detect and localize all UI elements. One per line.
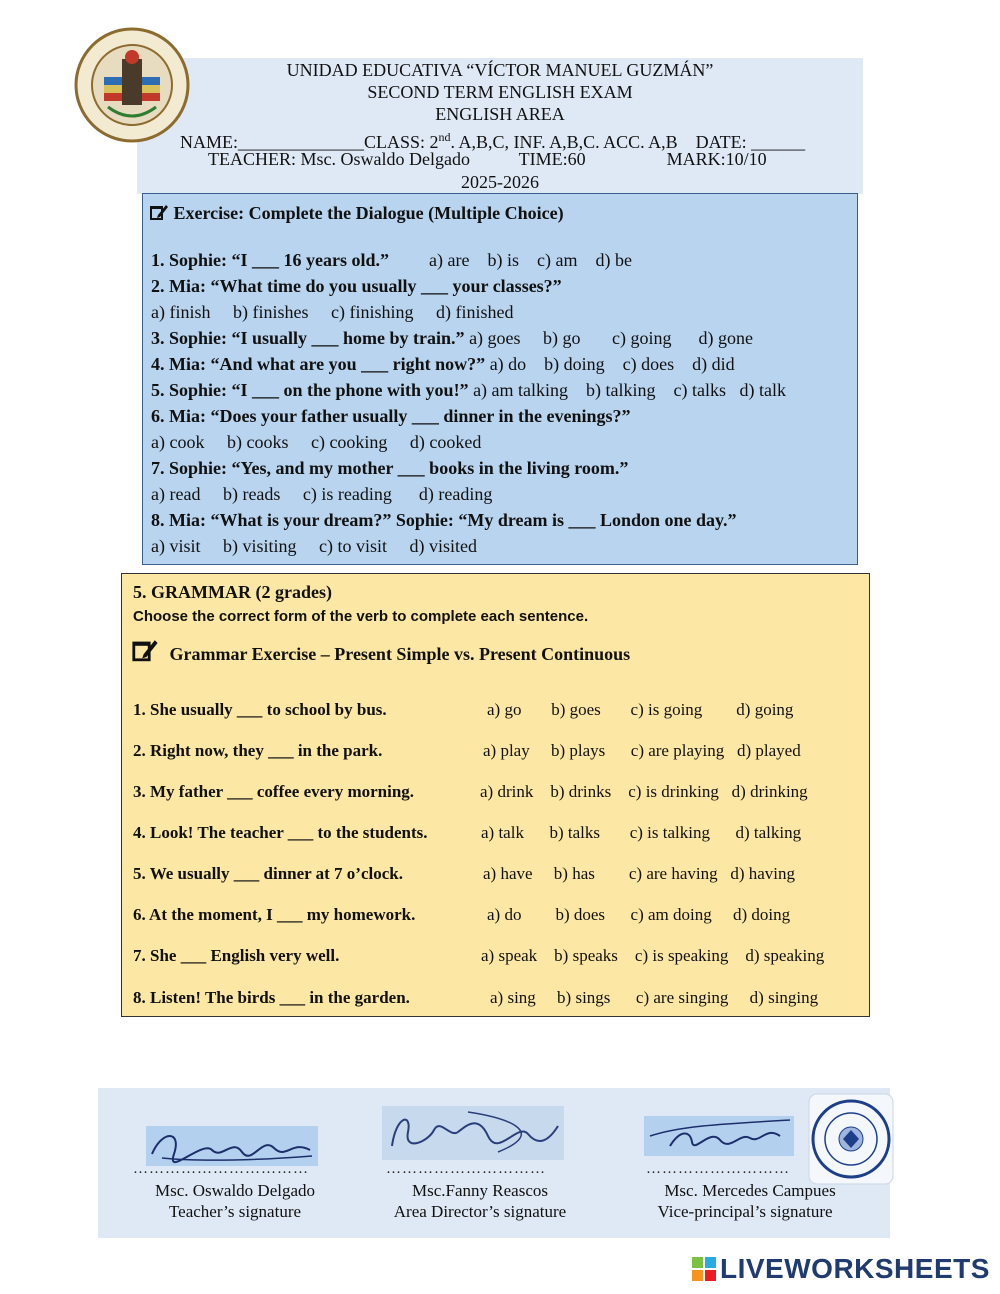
grammar-q5-options: a) have b) has c) are having d) having (483, 864, 796, 883)
grammar-q3: 3. My father ___ coffee every morning. (133, 782, 415, 801)
q5-text: 5. Sophie: “I ___ on the phone with you!” (151, 380, 469, 400)
exam-title: SECOND TERM ENGLISH EXAM (367, 82, 633, 102)
q5-options: a) am talking b) talking c) talks d) talk (473, 380, 786, 400)
vice-principal-office-stamp (807, 1092, 895, 1186)
edit-note-icon (149, 203, 169, 221)
grammar-heading: 5. GRAMMAR (2 grades) (133, 582, 332, 602)
q4-text: 4. Mia: “And what are you ___ right now?” (151, 354, 486, 374)
dialogue-q1 (151, 248, 632, 272)
grammar-q2-options: a) play b) plays c) are playing d) played (483, 741, 801, 760)
grammar-q1-options: a) go b) goes c) is going d) going (487, 700, 794, 719)
dialogue-q5 (151, 378, 786, 402)
q7-text: 7. Sophie: “Yes, and my mother ___ books in the living room.” (151, 458, 629, 478)
class-label: CLASS: 2 (364, 132, 439, 152)
grammar-q4: 4. Look! The teacher ___ to the students. (133, 823, 428, 842)
q1-text: 1. Sophie: “I ___ 16 years old.” (151, 250, 390, 270)
teacher-label: TEACHER: Msc. Oswaldo Delgado (208, 149, 470, 169)
q1-options: a) are b) is c) am d) be (429, 250, 632, 270)
name-field-label: NAME:______________ (180, 132, 364, 152)
director-name: Msc.Fanny Reascos (412, 1181, 548, 1200)
dialogue-q7 (151, 456, 628, 480)
mark-label: MARK:10/10 (666, 149, 767, 169)
liveworksheets-brand[interactable] (692, 1254, 990, 1284)
grammar-q8-options: a) sing b) sings c) are singing d) singing (490, 988, 819, 1007)
class-sup: nd (438, 130, 451, 144)
dialogue-q7-options: a) read b) reads c) is reading d) reading (151, 484, 493, 504)
class-groups: . A,B,C, INF. A,B,C. ACC. A,B (450, 132, 678, 152)
school-name: UNIDAD EDUCATIVA “VÍCTOR MANUEL GUZMÁN” (286, 60, 714, 80)
grammar-q6: 6. At the moment, I ___ my homework. (133, 905, 416, 924)
grammar-instruction: Choose the correct form of the verb to complete each sentence. (133, 608, 589, 625)
q3-options: a) goes b) go c) going d) gone (469, 328, 754, 348)
grammar-q8: 8. Listen! The birds ___ in the garden. (133, 988, 410, 1007)
teacher-name: Msc. Oswaldo Delgado (154, 1181, 316, 1200)
grammar-q7-options: a) speak b) speaks c) is speaking d) speaking (481, 946, 825, 965)
vice-principal-role: Vice-principal’s signature (657, 1202, 833, 1221)
dialogue-q8 (151, 508, 737, 532)
dialogue-q4 (151, 352, 735, 376)
dialogue-exercise-title-text: Exercise: Complete the Dialogue (Multiple Choice) (173, 203, 564, 223)
school-year: 2025-2026 (461, 172, 539, 192)
time-label: TIME:60 (518, 149, 586, 169)
grammar-exercise-title (131, 637, 630, 667)
director-signature-image (378, 1102, 568, 1164)
grammar-q6-options: a) do b) does c) am doing d) doing (487, 905, 791, 924)
dialogue-q3 (151, 326, 753, 350)
q8-text: 8. Mia: “What is your dream?” Sophie: “My dream is ___ London one day.” (151, 510, 737, 530)
vice-principal-signature-line: ……………………… (646, 1161, 790, 1177)
grammar-q1: 1. She usually ___ to school by bus. (133, 700, 387, 719)
area-title: ENGLISH AREA (435, 104, 565, 124)
edit-note-icon (131, 637, 159, 663)
dialogue-q6-options: a) cook b) cooks c) cooking d) cooked (151, 432, 482, 452)
grammar-q3-options: a) drink b) drinks c) is drinking d) drinking (480, 782, 808, 801)
grammar-q4-options: a) talk b) talks c) is talking d) talking (481, 823, 802, 842)
grammar-q5: 5. We usually ___ dinner at 7 o’clock. (133, 864, 403, 883)
grammar-q7: 7. She ___ English very well. (133, 946, 340, 965)
dialogue-q8-options: a) visit b) visiting c) to visit d) visited (151, 536, 477, 556)
liveworksheets-brand-text: LIVEWORKSHEETS (720, 1253, 990, 1284)
teacher-role: Teacher’s signature (168, 1202, 302, 1221)
q3-text: 3. Sophie: “I usually ___ home by train.” (151, 328, 465, 348)
dialogue-q2-options: a) finish b) finishes c) finishing d) finished (151, 302, 514, 322)
vice-principal-name: Msc. Mercedes Campues (664, 1181, 836, 1200)
director-signature-line: ………………………… (386, 1161, 546, 1177)
q4-options: a) do b) doing c) does d) did (489, 354, 735, 374)
q6-text: 6. Mia: “Does your father usually ___ dinner in the evenings?” (151, 406, 631, 426)
teacher-line (208, 148, 767, 170)
teacher-signature-line: …………………………… (133, 1161, 309, 1177)
q2-text: 2. Mia: “What time do you usually ___ your classes?” (151, 276, 562, 296)
dialogue-q6 (151, 404, 631, 428)
dialogue-exercise-title (149, 202, 564, 224)
vice-principal-signature-image (640, 1106, 800, 1162)
liveworksheets-logo-icon (692, 1257, 716, 1281)
date-field-label: DATE: ______ (695, 132, 806, 152)
dialogue-q2 (151, 274, 562, 298)
director-role: Area Director’s signature (393, 1202, 567, 1221)
grammar-exercise-title-text: Grammar Exercise – Present Simple vs. Present Continuous (169, 644, 631, 664)
grammar-q2: 2. Right now, they ___ in the park. (133, 741, 383, 760)
